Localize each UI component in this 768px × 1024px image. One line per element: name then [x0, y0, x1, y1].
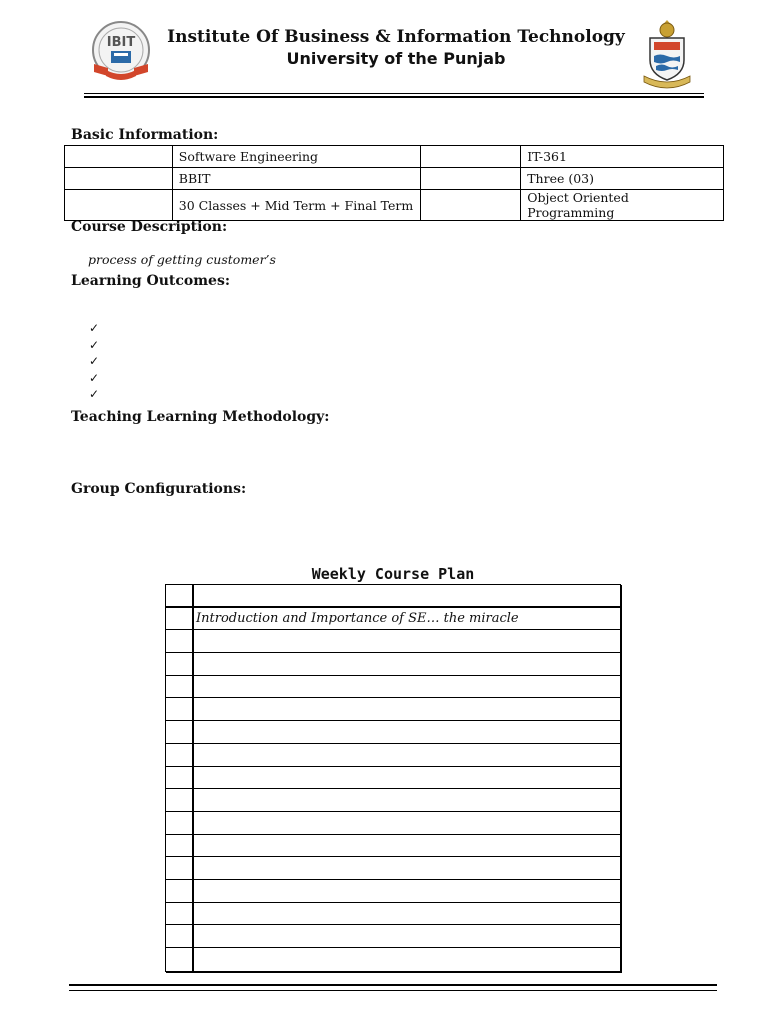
weekly-plan-table — [165, 584, 621, 972]
table-row — [166, 857, 620, 880]
table-cell — [421, 190, 521, 221]
basic-information-table — [64, 145, 724, 221]
header-rule — [84, 93, 704, 94]
checkmark-icon: ✓ — [89, 337, 100, 352]
week-topic-cell — [194, 721, 620, 743]
list-item — [89, 386, 99, 403]
table-row — [166, 880, 620, 903]
table-row — [166, 948, 620, 971]
learning-outcomes-heading: Learning Outcomes: — [71, 273, 231, 289]
program-cell: BBIT — [172, 168, 421, 190]
footer-rule — [69, 990, 717, 991]
table-cell — [65, 190, 173, 221]
week-topic-cell — [194, 767, 620, 789]
checkmark-icon: ✓ — [89, 321, 100, 335]
week-topic-cell — [194, 698, 620, 720]
week-topic-cell — [194, 835, 620, 857]
week-number-cell — [166, 880, 194, 902]
week-topic-cell — [194, 585, 620, 606]
table-cell — [65, 146, 173, 168]
institute-title: Institute Of Business & Information Technology — [167, 27, 625, 47]
week-topic-cell — [194, 812, 620, 834]
course-description-text: process of getting customer’s — [88, 252, 276, 267]
table-row — [166, 767, 620, 790]
checkmark-icon: ✓ — [89, 370, 100, 385]
week-number-cell — [166, 857, 194, 879]
week-topic-cell: Introduction and Importance of SE… the miracle — [196, 610, 519, 626]
table-row — [65, 146, 724, 168]
week-topic-cell — [194, 903, 620, 925]
svg-text:IBIT: IBIT — [106, 35, 136, 50]
university-title: University of the Punjab — [286, 49, 506, 68]
table-row — [65, 190, 724, 221]
week-number-cell — [166, 812, 194, 834]
table-row — [166, 721, 620, 744]
week-topic-cell — [194, 857, 620, 879]
basic-information-heading: Basic Information: — [71, 127, 219, 143]
table-row — [166, 903, 620, 926]
credit-hours-cell: Three (03) — [521, 168, 724, 190]
punjab-university-crest — [638, 16, 696, 90]
table-row — [166, 789, 620, 812]
table-row — [166, 585, 620, 608]
table-row — [166, 630, 620, 653]
header-rule-thick — [84, 96, 704, 98]
checkmark-icon: ✓ — [89, 387, 100, 401]
table-cell — [421, 168, 521, 190]
course-description-heading: Course Description: — [71, 219, 228, 235]
table-row — [166, 653, 620, 676]
course-code-cell: IT-361 — [521, 146, 724, 168]
list-item — [89, 337, 99, 354]
course-title-cell: Software Engineering — [172, 146, 421, 168]
week-topic-cell — [194, 676, 620, 698]
week-topic-cell — [194, 880, 620, 902]
week-number-cell — [166, 653, 194, 675]
week-number-cell — [166, 925, 194, 947]
week-number-cell — [166, 721, 194, 743]
week-topic-cell — [194, 925, 620, 947]
table-row — [166, 608, 620, 631]
table-row — [166, 835, 620, 858]
week-number-cell — [166, 585, 194, 606]
list-item — [89, 353, 99, 370]
week-number-cell — [166, 948, 194, 971]
table-row — [65, 168, 724, 190]
learning-outcomes-list — [89, 320, 99, 403]
week-topic-cell — [194, 948, 620, 971]
week-number-cell — [166, 744, 194, 766]
table-row — [166, 812, 620, 835]
prerequisite-cell: Object Oriented Programming — [521, 190, 724, 221]
week-number-cell — [166, 789, 194, 811]
week-number-cell — [166, 676, 194, 698]
week-number-cell — [166, 630, 194, 652]
checkmark-icon: ✓ — [89, 354, 100, 368]
schedule-cell: 30 Classes + Mid Term + Final Term — [172, 190, 421, 221]
week-topic-cell — [194, 630, 620, 652]
week-topic-cell — [194, 744, 620, 766]
list-item — [89, 370, 99, 387]
table-row — [166, 698, 620, 721]
table-cell — [421, 146, 521, 168]
group-configurations-heading: Group Configurations: — [71, 481, 247, 497]
week-topic-cell — [194, 789, 620, 811]
week-number-cell — [166, 835, 194, 857]
table-cell — [65, 168, 173, 190]
table-row — [166, 744, 620, 767]
week-topic-cell — [194, 653, 620, 675]
week-number-cell — [166, 903, 194, 925]
week-number-cell — [166, 608, 194, 630]
footer-rule-thick — [69, 984, 717, 986]
list-item — [89, 320, 99, 337]
teaching-methodology-heading: Teaching Learning Methodology: — [71, 409, 330, 425]
week-number-cell — [166, 698, 194, 720]
week-number-cell — [166, 767, 194, 789]
weekly-plan-title: Weekly Course Plan — [311, 565, 475, 583]
table-row — [166, 925, 620, 948]
table-row — [166, 676, 620, 699]
